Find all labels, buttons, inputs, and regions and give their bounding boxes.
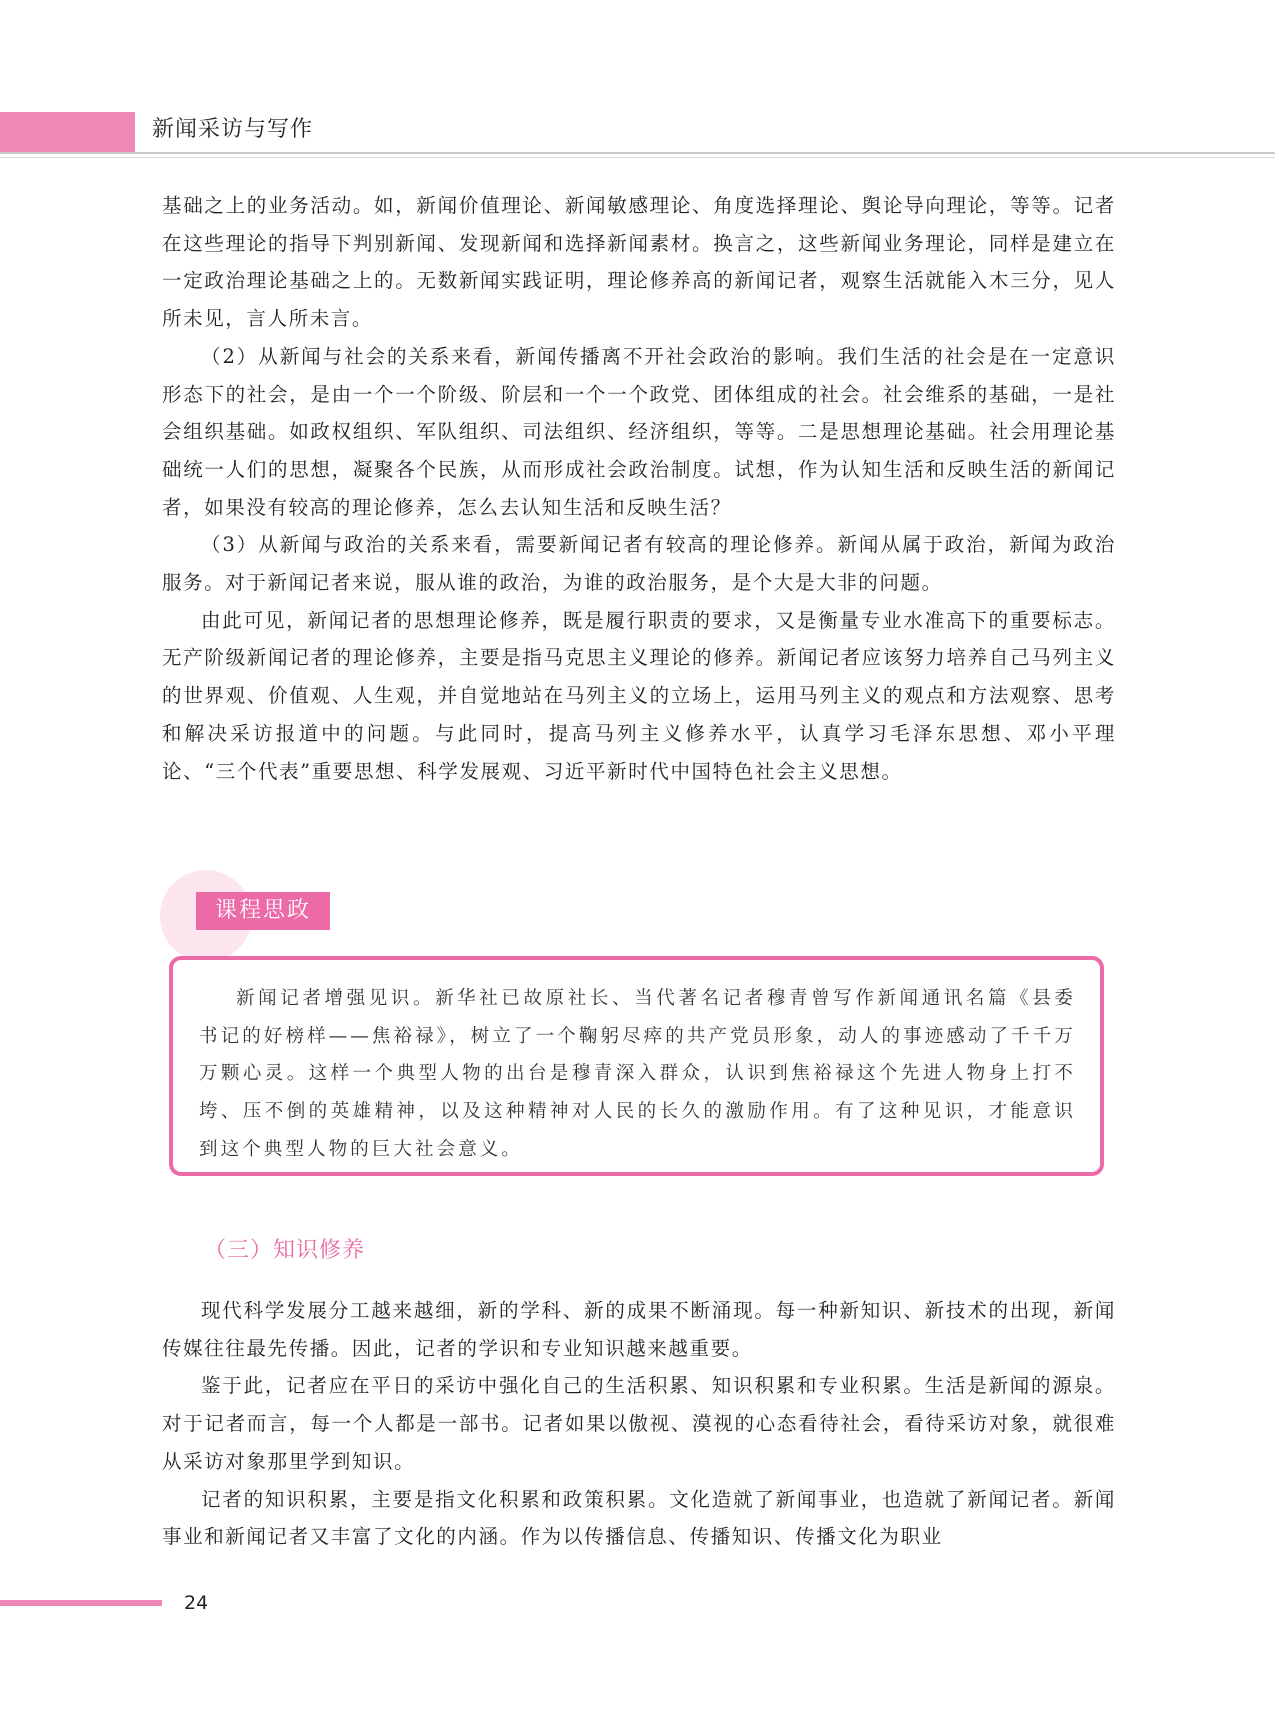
paragraph: 由此可见，新闻记者的思想理论修养，既是履行职责的要求，又是衡量专业水准高下的重要标志。无产阶级新闻记者的理论修养，主要是指马克思主义理论的修养。新闻记者应该努力培养自己马列主义的世界观、价值观、人生观，并自觉地站在马列主义的立场上，运用马列主义的观点和方法观察、思考和解决采访报道中的问题。与此同时，提高马列主义修养水平，认真学习毛泽东思想、邓小平理论、“三个代表”重要思想、科学发展观、习近平新时代中国特色社会主义思想。 [162,608,1116,783]
sidebar-label: 课程思政 [196,892,330,930]
sidebar-text: 新闻记者增强见识。新华社已故原社长、当代著名记者穆青曾写作新闻通讯名篇《县委书记的好榜样——焦裕禄》，树立了一个鞠躬尽瘁的共产党员形象，动人的事迹感动了千千万万颗心灵。这样一个典型人物的出台是穆青深入群众，认识到焦裕禄这个先进人物身上打不垮、压不倒的英雄精神，以及这种精神对人民的长久的激励作用。有了这种见识，才能意识到这个典型人物的巨大社会意义。 [199,988,1076,1160]
paragraph: 基础之上的业务活动。如，新闻价值理论、新闻敏感理论、角度选择理论、舆论导向理论，等等。记者在这些理论的指导下判别新闻、发现新闻和选择新闻素材。换言之，这些新闻业务理论，同样是建立在一定政治理论基础之上的。无数新闻实践证明，理论修养高的新闻记者，观察生活就能入木三分，见人所未见，言人所未言。 [162,194,1116,331]
paragraph: 记者的知识积累，主要是指文化积累和政策积累。文化造就了新闻事业，也造就了新闻记者。新闻事业和新闻记者又丰富了文化的内涵。作为以传播信息、传播知识、传播文化为职业 [162,1487,1116,1549]
paragraph: （3）从新闻与政治的关系来看，需要新闻记者有较高的理论修养。新闻从属于政治，新闻为政治服务。对于新闻记者来说，服从谁的政治，为谁的政治服务，是个大是大非的问题。 [162,533,1116,595]
header-divider-thin [0,157,1275,158]
page-number: 24 [184,1592,209,1614]
header-accent-block [0,112,135,152]
body-text-bottom [162,1292,1116,1556]
footer-accent-bar [0,1600,162,1606]
book-title: 新闻采访与写作 [152,117,314,142]
paragraph: 鉴于此，记者应在平日的采访中强化自己的生活积累、知识积累和专业积累。生活是新闻的源泉。对于记者而言，每一个人都是一部书。记者如果以傲视、漠视的心态看待社会，看待采访对象，就很难从采访对象那里学到知识。 [162,1374,1116,1473]
paragraph: 现代科学发展分工越来越细，新的学科、新的成果不断涌现。每一种新知识、新技术的出现，新闻传媒往往最先传播。因此，记者的学识和专业知识越来越重要。 [162,1299,1116,1360]
body-text-top [162,187,1116,790]
sidebar-box [169,956,1104,1176]
paragraph: （2）从新闻与社会的关系来看，新闻传播离不开社会政治的影响。我们生活的社会是在一定意识形态下的社会，是由一个一个阶级、阶层和一个一个政党、团体组成的社会。社会维系的基础，一是社会组织基础。如政权组织、军队组织、司法组织、经济组织，等等。二是思想理论基础。社会用理论基础统一人们的思想，凝聚各个民族，从而形成社会政治制度。试想，作为认知生活和反映生活的新闻记者，如果没有较高的理论修养，怎么去认知生活和反映生活？ [162,344,1116,519]
header-divider [0,152,1275,154]
section-heading: （三）知识修养 [204,1238,366,1263]
